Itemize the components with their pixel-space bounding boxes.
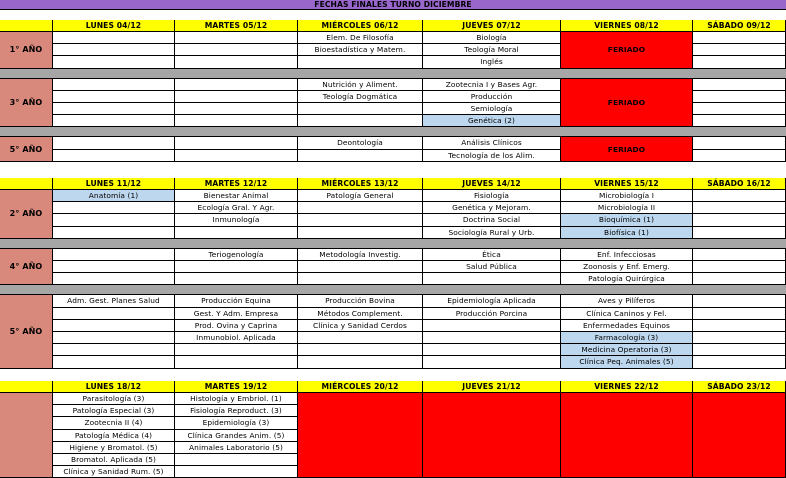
exam-cell: Bienestar Animal: [175, 190, 298, 202]
day-header: MIÉRCOLES 06/12: [298, 20, 423, 32]
empty-cell: [175, 115, 298, 127]
empty-cell: [53, 332, 175, 344]
exam-cell: Patología Médica (4): [53, 430, 175, 442]
exam-cell: Higiene y Bromatol. (5): [53, 442, 175, 454]
exam-cell: Farmacología (3): [561, 332, 693, 344]
year-separator: [0, 69, 786, 79]
empty-cell: [175, 150, 298, 162]
empty-cell: [175, 356, 298, 368]
empty-cell: [423, 332, 561, 344]
closed-day-cell: [423, 393, 561, 478]
empty-cell: [175, 103, 298, 115]
day-header: LUNES 18/12: [53, 381, 175, 393]
empty-cell: [693, 103, 786, 115]
exam-cell: Semiología: [423, 103, 561, 115]
exam-cell: Genética (2): [423, 115, 561, 127]
year-label: 2° AÑO: [0, 190, 53, 239]
empty-cell: [693, 137, 786, 149]
empty-cell: [693, 202, 786, 214]
empty-cell: [693, 249, 786, 261]
exam-cell: Adm. Gest. Planes Salud: [53, 295, 175, 307]
exam-cell: Biofísica (1): [561, 227, 693, 239]
day-header: JUEVES 07/12: [423, 20, 561, 32]
empty-cell: [693, 214, 786, 226]
exam-cell: Microbiología II: [561, 202, 693, 214]
empty-cell: [53, 249, 175, 261]
empty-cell: [423, 344, 561, 356]
empty-cell: [693, 308, 786, 320]
year-label: 3° AÑO: [0, 79, 53, 128]
exam-cell: Clínica y Sanidad Rum. (5): [53, 466, 175, 478]
closed-day-cell: [693, 393, 786, 478]
empty-cell: [53, 79, 175, 91]
empty-cell: [693, 56, 786, 68]
empty-cell: [298, 227, 423, 239]
exam-cell: Parasitología (3): [53, 393, 175, 405]
exam-cell: Epidemiología (3): [175, 417, 298, 429]
empty-cell: [175, 32, 298, 44]
empty-cell: [53, 273, 175, 285]
exam-cell: Prod. Ovina y Caprina: [175, 320, 298, 332]
empty-cell: [53, 202, 175, 214]
header-corner: [0, 20, 53, 32]
empty-cell: [175, 261, 298, 273]
exam-cell: Teología Moral: [423, 44, 561, 56]
empty-cell: [298, 344, 423, 356]
empty-cell: [175, 466, 298, 478]
exam-cell: Microbiología I: [561, 190, 693, 202]
closed-day-cell: [561, 393, 693, 478]
day-header: JUEVES 21/12: [423, 381, 561, 393]
empty-cell: [693, 261, 786, 273]
empty-cell: [53, 261, 175, 273]
empty-cell: [53, 44, 175, 56]
exam-cell: Elem. De Filosofía: [298, 32, 423, 44]
exam-cell: Epidemiología Aplicada: [423, 295, 561, 307]
day-header: VIERNES 15/12: [561, 178, 693, 190]
exam-cell: Enf. Infecciosas: [561, 249, 693, 261]
exam-cell: Animales Laboratorio (5): [175, 442, 298, 454]
exam-cell: Ética: [423, 249, 561, 261]
empty-cell: [175, 454, 298, 466]
empty-cell: [175, 56, 298, 68]
exam-cell: Gest. Y Adm. Empresa: [175, 308, 298, 320]
year-separator: [0, 239, 786, 249]
exam-cell: Bioquímica (1): [561, 214, 693, 226]
holiday-cell: FERIADO: [561, 137, 693, 161]
empty-cell: [53, 56, 175, 68]
holiday-cell: FERIADO: [561, 32, 693, 69]
exam-cell: Clínica y Sanidad Cerdos: [298, 320, 423, 332]
empty-cell: [693, 344, 786, 356]
exam-cell: Doctrina Social: [423, 214, 561, 226]
year-label: 1° AÑO: [0, 32, 53, 69]
holiday-cell: FERIADO: [561, 79, 693, 128]
sheet-title: FECHAS FINALES TURNO DICIEMBRE: [0, 0, 786, 10]
exam-cell: Salud Pública: [423, 261, 561, 273]
empty-cell: [693, 356, 786, 368]
exam-cell: Sociología Rural y Urb.: [423, 227, 561, 239]
empty-cell: [298, 261, 423, 273]
exam-cell: Tecnología de los Alim.: [423, 150, 561, 162]
day-header: SÁBADO 23/12: [693, 381, 786, 393]
day-header: MARTES 19/12: [175, 381, 298, 393]
exam-cell: Anatomía (1): [53, 190, 175, 202]
exam-cell: Clínica Grandes Anim. (5): [175, 430, 298, 442]
year-separator: [0, 285, 786, 295]
exam-cell: Producción Porcina: [423, 308, 561, 320]
exam-cell: Histología y Embriol. (1): [175, 393, 298, 405]
empty-cell: [693, 227, 786, 239]
exam-cell: Genética y Mejoram.: [423, 202, 561, 214]
exam-cell: Metodología Investig.: [298, 249, 423, 261]
exam-cell: Análisis Clínicos: [423, 137, 561, 149]
day-header: MARTES 12/12: [175, 178, 298, 190]
exam-cell: Clínica Caninos y Fel.: [561, 308, 693, 320]
exam-cell: Deontología: [298, 137, 423, 149]
exam-cell: Patología General: [298, 190, 423, 202]
day-header: JUEVES 14/12: [423, 178, 561, 190]
empty-cell: [693, 44, 786, 56]
empty-cell: [423, 320, 561, 332]
exam-cell: Bioestadística y Matem.: [298, 44, 423, 56]
day-header: VIERNES 22/12: [561, 381, 693, 393]
empty-cell: [298, 356, 423, 368]
exam-cell: Teriogenología: [175, 249, 298, 261]
day-header: SÁBADO 09/12: [693, 20, 786, 32]
day-header: VIERNES 08/12: [561, 20, 693, 32]
year-label: 5° AÑO: [0, 137, 53, 161]
exam-cell: Teología Dogmática: [298, 91, 423, 103]
empty-cell: [423, 356, 561, 368]
empty-cell: [693, 320, 786, 332]
exam-cell: Inmunobiol. Aplicada: [175, 332, 298, 344]
empty-cell: [53, 308, 175, 320]
empty-cell: [53, 103, 175, 115]
empty-cell: [693, 79, 786, 91]
empty-cell: [175, 44, 298, 56]
empty-cell: [298, 202, 423, 214]
empty-cell: [53, 227, 175, 239]
year-label: [0, 393, 53, 478]
exam-cell: Métodos Complement.: [298, 308, 423, 320]
empty-cell: [693, 332, 786, 344]
exam-cell: Zootecnia I y Bases Agr.: [423, 79, 561, 91]
exam-cell: Clínica Peq. Animales (5): [561, 356, 693, 368]
empty-cell: [53, 214, 175, 226]
empty-cell: [423, 273, 561, 285]
day-header: MIÉRCOLES 20/12: [298, 381, 423, 393]
empty-cell: [53, 344, 175, 356]
empty-cell: [693, 150, 786, 162]
exam-cell: Inmunología: [175, 214, 298, 226]
year-label: 4° AÑO: [0, 249, 53, 286]
empty-cell: [53, 137, 175, 149]
day-header: MARTES 05/12: [175, 20, 298, 32]
empty-cell: [53, 320, 175, 332]
empty-cell: [298, 115, 423, 127]
exam-cell: Medicina Operatoria (3): [561, 344, 693, 356]
day-header: LUNES 11/12: [53, 178, 175, 190]
day-header: MIÉRCOLES 13/12: [298, 178, 423, 190]
empty-cell: [693, 32, 786, 44]
exam-cell: Inglés: [423, 56, 561, 68]
exam-cell: Bromatol. Aplicada (5): [53, 454, 175, 466]
exam-cell: Ecología Gral. Y Agr.: [175, 202, 298, 214]
year-separator: [0, 127, 786, 137]
empty-cell: [693, 295, 786, 307]
exam-cell: Aves y Pilíferos: [561, 295, 693, 307]
exam-cell: Enfermedades Equinos: [561, 320, 693, 332]
empty-cell: [175, 79, 298, 91]
empty-cell: [298, 332, 423, 344]
empty-cell: [298, 103, 423, 115]
day-header: SÁBADO 16/12: [693, 178, 786, 190]
exam-cell: Patología Quirúrgica: [561, 273, 693, 285]
empty-cell: [298, 273, 423, 285]
header-corner: [0, 178, 53, 190]
empty-cell: [53, 91, 175, 103]
empty-cell: [298, 214, 423, 226]
empty-cell: [53, 150, 175, 162]
exam-cell: Nutrición y Aliment.: [298, 79, 423, 91]
empty-cell: [693, 115, 786, 127]
empty-cell: [175, 137, 298, 149]
empty-cell: [175, 344, 298, 356]
empty-cell: [53, 32, 175, 44]
empty-cell: [175, 227, 298, 239]
day-header: LUNES 04/12: [53, 20, 175, 32]
closed-day-cell: [298, 393, 423, 478]
empty-cell: [298, 56, 423, 68]
empty-cell: [175, 91, 298, 103]
exam-cell: Fisiología Reproduct. (3): [175, 405, 298, 417]
year-label: 5° AÑO: [0, 295, 53, 368]
exam-cell: Patología Especial (3): [53, 405, 175, 417]
exam-cell: Zootecnia II (4): [53, 417, 175, 429]
empty-cell: [298, 150, 423, 162]
exam-cell: Producción Equina: [175, 295, 298, 307]
exam-cell: Fisiología: [423, 190, 561, 202]
exam-cell: Producción: [423, 91, 561, 103]
empty-cell: [53, 115, 175, 127]
exam-cell: Producción Bovina: [298, 295, 423, 307]
exam-cell: Zoonosis y Enf. Emerg.: [561, 261, 693, 273]
header-corner: [0, 381, 53, 393]
exam-cell: Biología: [423, 32, 561, 44]
empty-cell: [53, 356, 175, 368]
empty-cell: [693, 91, 786, 103]
empty-cell: [693, 273, 786, 285]
empty-cell: [175, 273, 298, 285]
empty-cell: [693, 190, 786, 202]
